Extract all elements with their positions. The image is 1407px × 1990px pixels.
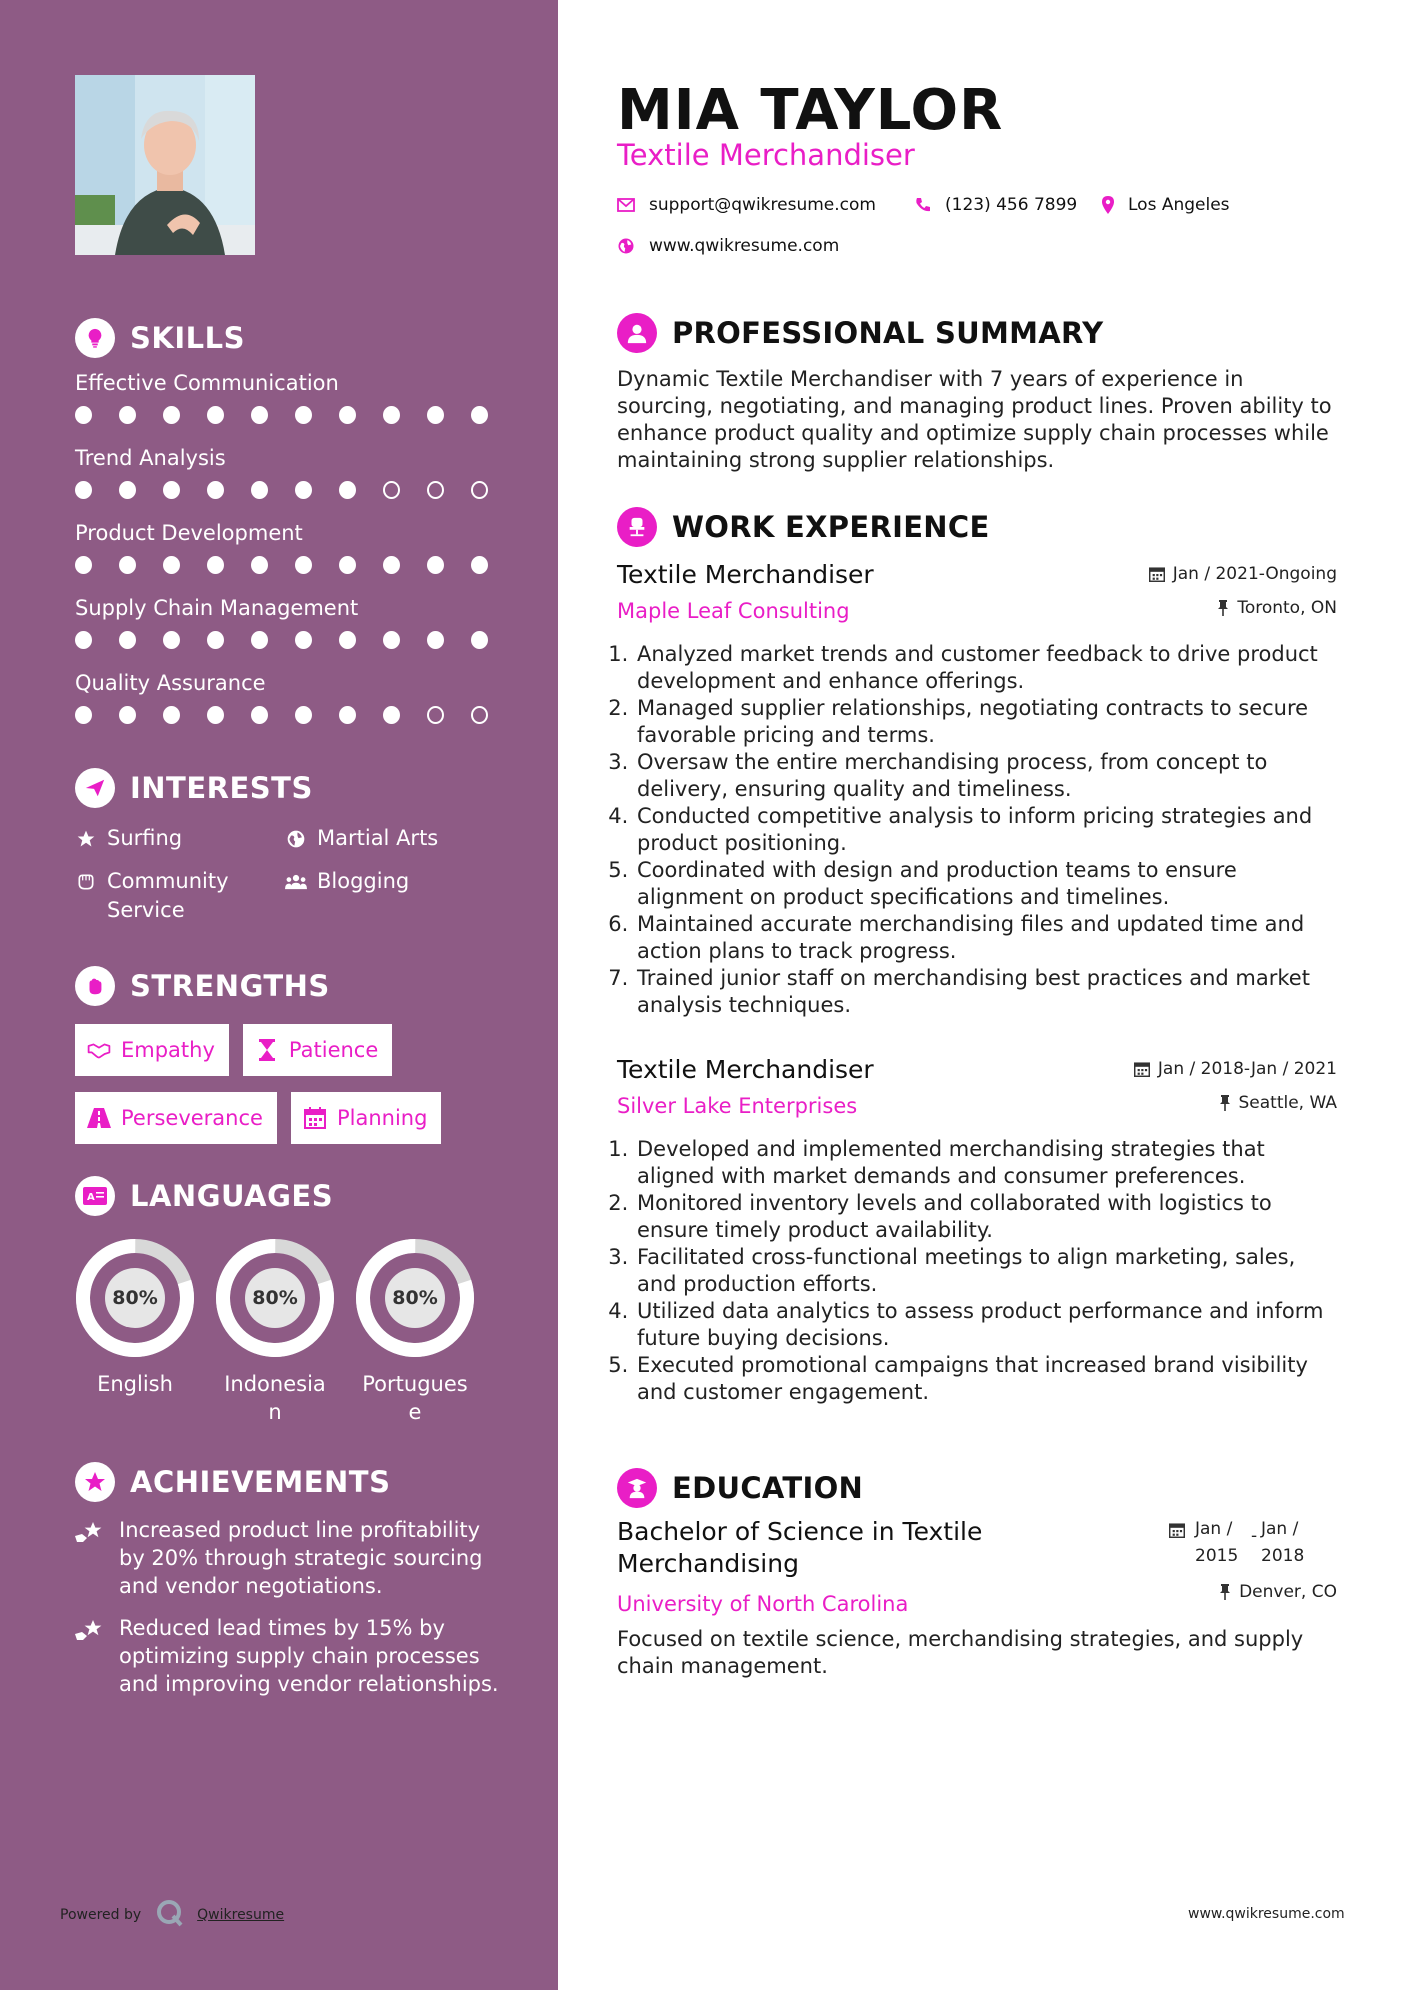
interests-section [75, 768, 515, 925]
strengths-heading [75, 966, 515, 1006]
achievements-title: ACHIEVEMENTS [130, 1465, 391, 1499]
rating-dot-filled [119, 406, 136, 424]
summary-text: Dynamic Textile Merchandiser with 7 years of experience in sourcing, negotiating, and managing product lines. Proven ability to enhance product quality and optimize supply chain processes while maintaining strong supplier relationships. [617, 367, 1332, 472]
rating-dot-filled [471, 406, 488, 424]
svg-text:A: A [87, 1192, 95, 1203]
job-dates-text: Jan / 2021-Ongoing [1172, 564, 1337, 584]
interest-item [285, 824, 505, 853]
website-text[interactable]: www.qwikresume.com [649, 236, 840, 256]
globe-icon [285, 824, 307, 853]
rating-dot-empty [471, 481, 488, 499]
rating-dot-filled [163, 481, 180, 499]
job-meta [1134, 1054, 1337, 1118]
skills-list [75, 368, 515, 743]
education-description: Focused on textile science, merchandising strategies, and supply chain management. [617, 1627, 1304, 1678]
candidate-name: MIA TAYLOR [617, 78, 1004, 143]
interest-label: Martial Arts [317, 826, 439, 850]
job-location [1149, 593, 1337, 623]
contact-website[interactable] [617, 236, 839, 256]
rating-dot-filled [251, 631, 268, 649]
job-dates [1134, 1054, 1337, 1084]
education-location [1219, 1582, 1337, 1602]
summary-heading [617, 313, 1103, 353]
job-location-text: Toronto, ON [1237, 598, 1337, 618]
paper-plane-icon [75, 768, 115, 808]
strengths-list [75, 1024, 495, 1160]
language-name: Portuguese [362, 1372, 468, 1424]
qwikresume-logo-icon [155, 1898, 185, 1932]
footer-url[interactable]: www.qwikresume.com [1188, 1906, 1345, 1922]
rating-dot-filled [119, 556, 136, 574]
interest-item [75, 824, 285, 853]
rating-dot-filled [471, 631, 488, 649]
language-ring [355, 1238, 475, 1358]
rating-dot-filled [471, 556, 488, 574]
rating-dot-filled [295, 481, 312, 499]
skills-section [75, 318, 515, 743]
rating-dot-filled [75, 481, 92, 499]
job-bullet: 3. Oversaw the entire merchandising process, from concept to delivery, ensuring quality and timeliness. [635, 749, 1337, 803]
education-heading [617, 1468, 863, 1508]
pushpin-icon [1219, 1095, 1231, 1111]
job-title: Textile Merchandiser [617, 1055, 874, 1084]
job-bullet: 2. Managed supplier relationships, negotiating contracts to secure favorable pricing and terms. [635, 695, 1337, 749]
education-start: Jan / 2015 [1195, 1519, 1239, 1566]
language-percent: 80% [105, 1268, 165, 1328]
job-bullet: 6. Maintained accurate merchandising files and updated time and action plans to track progress. [635, 911, 1337, 965]
job-title: Textile Merchandiser [617, 560, 874, 589]
strength-tag [291, 1092, 441, 1144]
office-chair-icon [617, 507, 657, 547]
language-item [355, 1238, 475, 1426]
skills-heading [75, 318, 515, 358]
email-text[interactable]: support@qwikresume.com [649, 195, 876, 215]
job-location-text: Seattle, WA [1238, 1093, 1337, 1113]
language-ring [75, 1238, 195, 1358]
education-location-text: Denver, CO [1239, 1582, 1337, 1602]
rating-dot-filled [383, 706, 400, 724]
calendar-icon [303, 1106, 327, 1130]
interest-label: Blogging [317, 869, 410, 893]
strengths-section [75, 966, 515, 1160]
job-bullet: 4. Conducted competitive analysis to inform pricing strategies and product positioning. [635, 803, 1337, 857]
education-dates: Jan / 2015 - Jan / 2018 [1169, 1516, 1317, 1570]
rating-dot-filled [119, 706, 136, 724]
skill-name: Supply Chain Management [75, 596, 359, 620]
rating-dot-filled [383, 556, 400, 574]
skill-name: Trend Analysis [75, 446, 226, 470]
achievement-item [75, 1614, 515, 1698]
job-bullets [617, 1136, 1337, 1406]
skills-title: SKILLS [130, 321, 245, 355]
interests-list [75, 824, 515, 925]
education-title: EDUCATION [672, 1471, 864, 1505]
users-icon [285, 867, 307, 896]
degree: Bachelor of Science in Textile Merchandising [617, 1517, 983, 1578]
language-percent: 80% [385, 1268, 445, 1328]
languages-section [75, 1176, 515, 1426]
rating-dot-empty [383, 481, 400, 499]
strength-label: Planning [336, 1106, 428, 1130]
achievements-section [75, 1462, 515, 1698]
rating-dot-filled [295, 631, 312, 649]
rating-dot-filled [383, 631, 400, 649]
star-hand-icon [75, 1616, 105, 1646]
rating-dot-filled [207, 481, 224, 499]
interests-title: INTERESTS [130, 771, 313, 805]
summary-title: PROFESSIONAL SUMMARY [672, 316, 1104, 350]
school: University of North Carolina [617, 1592, 909, 1616]
experience-title: WORK EXPERIENCE [672, 510, 990, 544]
rating-dot-filled [427, 631, 444, 649]
profile-photo [75, 75, 255, 255]
achievement-text: Reduced lead times by 15% by optimizing supply chain processes and improving vendor relationships. [119, 1616, 499, 1696]
skill-item [75, 443, 515, 518]
language-icon [75, 1176, 115, 1216]
skill-name: Product Development [75, 521, 303, 545]
star-hand-icon [75, 1518, 105, 1548]
rating-dot-filled [207, 706, 224, 724]
job-bullet: 3. Facilitated cross-functional meetings to align marketing, sales, and production efforts. [635, 1244, 1337, 1298]
achievements-heading [75, 1462, 515, 1502]
rating-dot-filled [163, 631, 180, 649]
contact-email[interactable] [617, 195, 876, 215]
job-location [1134, 1088, 1337, 1118]
rating-dot-filled [339, 406, 356, 424]
rating-dot-filled [295, 556, 312, 574]
job-bullet: 1. Analyzed market trends and customer feedback to drive product development and enhance offerings. [635, 641, 1337, 695]
strength-label: Empathy [121, 1038, 215, 1062]
job-bullet: 7. Trained junior staff on merchandising best practices and market analysis techniques. [635, 965, 1337, 1019]
strength-tag [243, 1024, 392, 1076]
rating-dot-filled [75, 556, 92, 574]
rating-dot-filled [427, 406, 444, 424]
job-dates [1149, 559, 1337, 589]
job-company: Maple Leaf Consulting [617, 599, 850, 623]
skill-rating [75, 481, 515, 499]
calendar-icon [1149, 566, 1165, 582]
brand-link[interactable]: Qwikresume [197, 1907, 285, 1923]
powered-by [60, 1898, 284, 1932]
rating-dot-filled [75, 406, 92, 424]
lightbulb-icon [75, 318, 115, 358]
strengths-title: STRENGTHS [130, 969, 330, 1003]
rating-dot-filled [251, 706, 268, 724]
skill-rating [75, 706, 515, 724]
phone-text[interactable]: (123) 456 7899 [945, 195, 1078, 215]
rating-dot-filled [163, 706, 180, 724]
job-company: Silver Lake Enterprises [617, 1094, 858, 1118]
pushpin-icon [1219, 1584, 1231, 1600]
achievement-item [75, 1516, 515, 1600]
job-entry [617, 559, 1337, 1019]
rating-dot-filled [207, 406, 224, 424]
contact-location [1102, 195, 1230, 215]
job-dates-text: Jan / 2018-Jan / 2021 [1157, 1059, 1337, 1079]
achievements-list [75, 1516, 515, 1698]
interests-heading [75, 768, 515, 808]
skill-item [75, 368, 515, 443]
skill-item [75, 593, 515, 668]
job-bullets [617, 641, 1337, 1019]
education-end: Jan / 2018 [1261, 1519, 1305, 1566]
experience-heading [617, 507, 990, 547]
language-item [75, 1238, 195, 1426]
rating-dot-filled [163, 556, 180, 574]
rating-dot-filled [251, 556, 268, 574]
rating-dot-filled [339, 706, 356, 724]
map-pin-icon [1102, 196, 1114, 214]
achievement-text: Increased product line profitability by 20% through strategic sourcing and vendor negotiations. [119, 1518, 483, 1598]
rating-dot-filled [339, 631, 356, 649]
skill-name: Effective Communication [75, 371, 339, 395]
handshake-icon [87, 1038, 111, 1062]
calendar-icon [1134, 1061, 1150, 1077]
rating-dot-filled [207, 631, 224, 649]
strength-label: Patience [288, 1038, 379, 1062]
interest-label: Community Service [107, 869, 229, 922]
skill-rating [75, 631, 515, 649]
powered-by-label: Powered by [60, 1907, 142, 1923]
graduate-icon [617, 1468, 657, 1508]
envelope-icon [617, 198, 635, 212]
rating-dot-filled [339, 556, 356, 574]
star-badge-icon [75, 1462, 115, 1502]
language-percent: 80% [245, 1268, 305, 1328]
contact-phone[interactable] [915, 195, 1077, 215]
rating-dot-filled [163, 406, 180, 424]
strength-tag [75, 1092, 277, 1144]
rating-dot-filled [427, 556, 444, 574]
languages-heading [75, 1176, 515, 1216]
candidate-title: Textile Merchandiser [617, 138, 915, 172]
globe-icon [617, 237, 635, 255]
language-ring [215, 1238, 335, 1358]
star-icon [75, 824, 97, 853]
rating-dot-filled [75, 706, 92, 724]
hourglass-icon [255, 1038, 279, 1062]
skill-rating [75, 556, 515, 574]
job-entry [617, 1054, 1337, 1406]
rating-dot-filled [339, 481, 356, 499]
rating-dot-filled [75, 631, 92, 649]
rating-dot-filled [295, 706, 312, 724]
skill-name: Quality Assurance [75, 671, 266, 695]
skill-item [75, 668, 515, 743]
strength-label: Perseverance [121, 1106, 263, 1130]
job-bullet: 1. Developed and implemented merchandising strategies that aligned with market demands and consumer preferences. [635, 1136, 1337, 1190]
strength-tag [75, 1024, 229, 1076]
skill-rating [75, 406, 515, 424]
languages-list [75, 1238, 515, 1426]
rating-dot-filled [119, 631, 136, 649]
rating-dot-filled [207, 556, 224, 574]
pushpin-icon [1217, 600, 1229, 616]
rating-dot-filled [251, 481, 268, 499]
language-name: English [97, 1372, 173, 1396]
calendar-icon [1169, 1522, 1185, 1543]
phone-icon [915, 197, 931, 213]
rating-dot-empty [427, 481, 444, 499]
hand-icon [75, 867, 97, 896]
rating-dot-filled [251, 406, 268, 424]
rating-dot-empty [471, 706, 488, 724]
language-name: Indonesian [224, 1372, 326, 1424]
interest-item [285, 867, 505, 925]
rating-dot-filled [383, 406, 400, 424]
job-bullet: 2. Monitored inventory levels and collaborated with logistics to ensure timely product availability. [635, 1190, 1337, 1244]
rating-dot-empty [427, 706, 444, 724]
interest-item [75, 867, 285, 925]
education-entry [617, 1516, 1337, 1680]
rating-dot-filled [295, 406, 312, 424]
rating-dot-filled [119, 481, 136, 499]
sidebar [0, 0, 558, 1990]
location-text: Los Angeles [1128, 195, 1230, 215]
job-bullet: 5. Executed promotional campaigns that increased brand visibility and customer engagement. [635, 1352, 1337, 1406]
language-item [215, 1238, 335, 1426]
job-meta [1149, 559, 1337, 623]
fist-icon [75, 966, 115, 1006]
user-icon [617, 313, 657, 353]
interest-label: Surfing [107, 826, 183, 850]
job-bullet: 5. Coordinated with design and production teams to ensure alignment on product specifications and timelines. [635, 857, 1337, 911]
road-icon [87, 1106, 111, 1130]
skill-item [75, 518, 515, 593]
languages-title: LANGUAGES [130, 1179, 334, 1213]
job-bullet: 4. Utilized data analytics to assess product performance and inform future buying decisions. [635, 1298, 1337, 1352]
